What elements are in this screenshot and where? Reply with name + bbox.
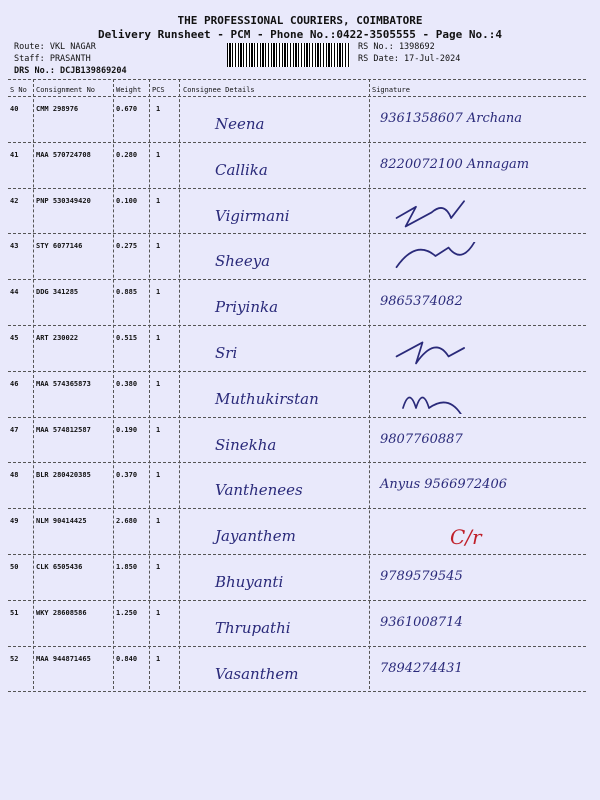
row-pcs: 1 [156, 563, 161, 571]
row-separator [8, 142, 586, 143]
row-signature [380, 563, 463, 584]
row-signature [380, 288, 463, 309]
row-weight: 0.885 [116, 288, 138, 297]
row-weight: 1.250 [116, 608, 138, 617]
col-header-signature: Signature [372, 86, 410, 94]
row-consignee-name: Vanthenees [215, 481, 303, 500]
row-signature [380, 242, 500, 280]
row-signature [380, 471, 507, 492]
row-consignee-name: Bhuyanti [215, 573, 284, 591]
col-divider [179, 79, 180, 689]
row-signature [380, 517, 482, 549]
row-consignee-name: Sinekha [215, 435, 277, 454]
row-weight: 0.380 [116, 379, 138, 388]
row-weight: 0.840 [116, 654, 138, 663]
row-consignment-no: MAA 570724708 [36, 150, 91, 159]
row-consignment-no: MAA 574365873 [36, 379, 91, 388]
row-consignment-no: PNP 530349420 [36, 196, 91, 205]
row-consignee-name: Callika [215, 160, 268, 179]
row-consignment-no: BLR 280420385 [36, 471, 91, 480]
row-sno: 48 [10, 471, 19, 480]
row-consignee-name: Sheeya [215, 252, 271, 271]
row-consignment-no: WKY 28608586 [36, 608, 87, 617]
row-separator [8, 325, 586, 326]
row-sno: 43 [10, 242, 19, 251]
row-separator [8, 554, 586, 555]
row-weight: 0.280 [116, 150, 138, 159]
row-pcs: 1 [156, 654, 161, 663]
col-header-consignment: Consignment No [36, 86, 96, 94]
row-pcs: 1 [156, 196, 161, 205]
barcode [227, 43, 350, 67]
row-consignee-name: Priyinka [215, 298, 279, 317]
row-separator [8, 233, 586, 234]
row-weight: 0.670 [116, 105, 138, 113]
row-consignment-no: ART 230022 [36, 334, 79, 342]
col-divider [369, 79, 370, 689]
col-divider [113, 79, 114, 689]
row-signature [380, 426, 463, 447]
row-consignment-no: CLK 6505436 [36, 563, 83, 571]
row-consignment-no: STY 6077146 [36, 242, 83, 251]
signature-scribble-icon [380, 380, 500, 414]
col-divider [149, 79, 150, 689]
row-sno: 42 [10, 196, 19, 205]
signature-text: 7894274431 [380, 660, 463, 676]
row-pcs: 1 [156, 517, 161, 526]
row-sno: 46 [10, 379, 19, 388]
row-consignment-no: MAA 944871465 [36, 654, 91, 663]
row-consignee-name: Muthukirstan [215, 389, 319, 408]
row-weight: 0.100 [116, 196, 138, 205]
row-separator [8, 508, 586, 509]
row-sno: 44 [10, 288, 19, 297]
row-consignment-no: MAA 574812587 [36, 425, 91, 434]
signature-scribble-icon [380, 334, 500, 368]
row-signature [380, 105, 522, 126]
row-sno: 40 [10, 105, 19, 113]
header-rule-bottom [8, 96, 586, 97]
signature-text: 9361358607 Archana [380, 111, 522, 126]
row-pcs: 1 [156, 608, 161, 617]
row-weight: 2.680 [116, 517, 138, 526]
header-rule-top [8, 79, 586, 80]
row-pcs: 1 [156, 150, 161, 159]
row-separator [8, 417, 586, 418]
col-header-weight: Weight [116, 86, 142, 94]
row-consignee-name: Neena [215, 115, 265, 133]
col-divider [33, 79, 34, 689]
drs-label: DRS No.: DCJB139869204 [14, 66, 127, 76]
rs-number: RS No.: 1398692 [358, 42, 435, 52]
row-sno: 49 [10, 517, 19, 526]
rs-date: RS Date: 17-Jul-2024 [358, 54, 461, 64]
row-pcs: 1 [156, 379, 161, 388]
signature-text: 9789579545 [380, 569, 463, 584]
row-pcs: 1 [156, 288, 161, 297]
row-separator [8, 646, 586, 647]
row-weight: 0.190 [116, 425, 138, 434]
row-signature [380, 380, 500, 418]
row-signature [380, 334, 500, 372]
row-pcs: 1 [156, 334, 161, 342]
row-signature [380, 197, 500, 235]
col-header-consignee: Consignee Details [183, 86, 255, 94]
row-consignment-no: DDG 341285 [36, 288, 79, 297]
row-separator [8, 600, 586, 601]
row-signature [380, 655, 463, 676]
row-separator [8, 279, 586, 280]
signature-text: Anyus 9566972406 [380, 477, 507, 493]
runsheet-subtitle: Delivery Runsheet - PCM - Phone No.:0422-3505555 - Page No.:4 [98, 28, 502, 41]
row-separator [8, 371, 586, 372]
row-pcs: 1 [156, 242, 161, 251]
signature-text: 9865374082 [380, 294, 463, 310]
row-weight: 1.850 [116, 563, 138, 571]
row-consignee-name: Jayanthem [215, 527, 296, 546]
row-pcs: 1 [156, 471, 161, 480]
row-pcs: 1 [156, 105, 161, 113]
row-separator [8, 691, 586, 692]
company-title: THE PROFESSIONAL COURIERS, COIMBATORE [177, 14, 423, 27]
row-weight: 0.275 [116, 242, 138, 251]
row-consignee-name: Vigirmani [215, 206, 290, 225]
row-pcs: 1 [156, 425, 161, 434]
row-consignment-no: NLM 90414425 [36, 517, 87, 526]
row-sno: 50 [10, 563, 19, 571]
row-consignee-name: Vasanthem [215, 664, 299, 683]
row-consignee-name: Thrupathi [215, 618, 291, 637]
row-weight: 0.370 [116, 471, 138, 480]
col-header-sno: S No [10, 86, 27, 94]
row-separator [8, 462, 586, 463]
row-consignment-no: CMM 298976 [36, 105, 79, 113]
signature-scribble-icon [380, 197, 500, 231]
row-weight: 0.515 [116, 334, 138, 342]
row-sno: 52 [10, 654, 19, 663]
row-separator [8, 188, 586, 189]
signature-text: 9361008714 [380, 614, 463, 630]
staff-label: Staff: PRASANTH [14, 54, 91, 64]
row-sno: 41 [10, 150, 19, 159]
row-signature [380, 609, 463, 630]
signature-text: 8220072100 Annagam [380, 156, 530, 172]
route-label: Route: VKL NAGAR [14, 42, 96, 52]
row-signature [380, 151, 529, 172]
row-consignee-name: Sri [215, 344, 238, 362]
row-sno: 45 [10, 334, 19, 342]
row-sno: 47 [10, 425, 19, 434]
col-header-pcs: PCS [152, 86, 165, 94]
signature-scribble-icon [380, 242, 500, 276]
row-sno: 51 [10, 608, 19, 617]
signature-text: 9807760887 [380, 431, 463, 447]
signature-text: C/r [450, 525, 482, 550]
